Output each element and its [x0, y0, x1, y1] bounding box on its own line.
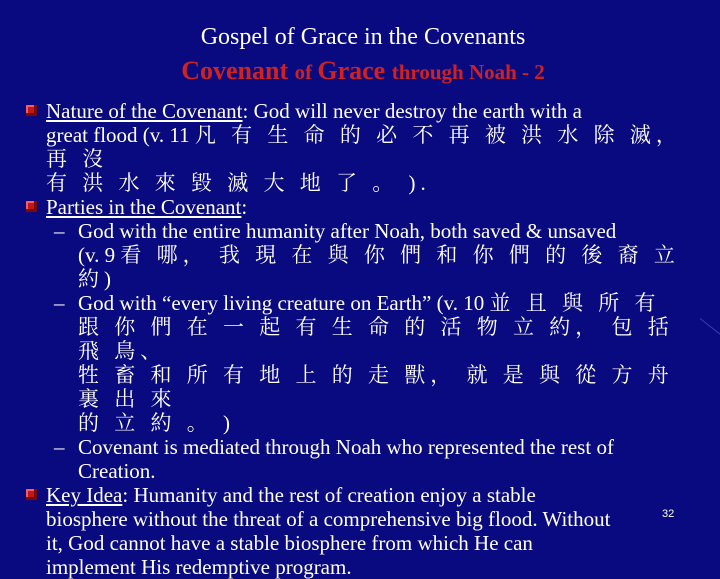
bullet-text: : God will never destroy the earth with a [242, 99, 582, 123]
text-line [78, 291, 706, 315]
bullet-text: : Humanity and the rest of creation enjoy a stable [122, 483, 536, 507]
sub-bullet-mediated [26, 435, 706, 483]
bullet-icon [26, 201, 37, 212]
text-line: 的 立 約 。 ) [78, 411, 235, 435]
bullet-label: Key Idea [46, 483, 123, 507]
slide-body [26, 99, 706, 579]
text-line [46, 99, 706, 123]
sub-text-cjk: 並 且 與 所 有 [489, 291, 661, 315]
subtitle-part: Grace [317, 56, 392, 85]
sub-bullet-living-creatures [26, 291, 706, 435]
sub-text: (v. 9 [78, 243, 121, 267]
text-line [46, 123, 706, 171]
bullet-text: : [241, 195, 248, 219]
text-line: Covenant is mediated through Noah who represented the rest of [78, 435, 614, 459]
text-line: 跟 你 們 在 一 起 有 生 命 的 活 物 立 約， 包 括 飛 鳥、 [78, 315, 674, 363]
subtitle-part: Covenant [181, 56, 295, 85]
sub-text: ) [104, 267, 111, 291]
text-line [46, 483, 706, 507]
sub-text-cjk: 看 哪， 我 現 在 與 你 們 和 你 們 的 後 裔 立 約 [78, 243, 680, 291]
text-line: Creation. [78, 459, 156, 483]
subtitle-part: of [294, 60, 318, 84]
bullet-icon [26, 489, 37, 500]
text-line: implement His redemptive program. [46, 555, 352, 579]
text-line: 牲 畜 和 所 有 地 上 的 走 獸， 就 是 與 從 方 舟 裏 出 來 [78, 363, 674, 411]
bullet-icon [26, 105, 37, 116]
subtitle-part: through Noah - 2 [391, 60, 545, 84]
bullet-nature-of-covenant [26, 99, 706, 195]
text-line: it, God cannot have a stable biosphere from which He can [46, 531, 533, 555]
bullet-label: Nature of the Covenant [46, 99, 243, 123]
text-line [78, 243, 706, 291]
slide-subtitle [0, 56, 720, 86]
text-line: 有 洪 水 來 毀 滅 大 地 了 。 ). [46, 171, 431, 195]
dash-marker: – [54, 219, 65, 243]
dash-marker: – [54, 291, 65, 315]
text-line: God with the entire humanity after Noah, both saved & unsaved [78, 219, 617, 243]
bullet-text: great flood (v. 11 [46, 123, 190, 147]
sub-bullet-humanity [26, 219, 706, 291]
page-number: 32 [662, 508, 675, 520]
bullet-parties-in-covenant [26, 195, 706, 219]
sub-text: God with “every living creature on Earth” (v. 10 [78, 291, 490, 315]
bullet-label: Parties in the Covenant [46, 195, 242, 219]
slide-title: Gospel of Grace in the Covenants [200, 24, 526, 50]
text-line: biosphere without the threat of a comprehensive big flood. Without [46, 507, 611, 531]
text-line [46, 195, 706, 219]
dash-marker: – [54, 435, 65, 459]
bullet-key-idea [26, 483, 706, 579]
bullet-text-cjk: 凡 有 生 命 的 必 不 再 被 洪 水 除 滅， 再 沒 [46, 123, 682, 171]
